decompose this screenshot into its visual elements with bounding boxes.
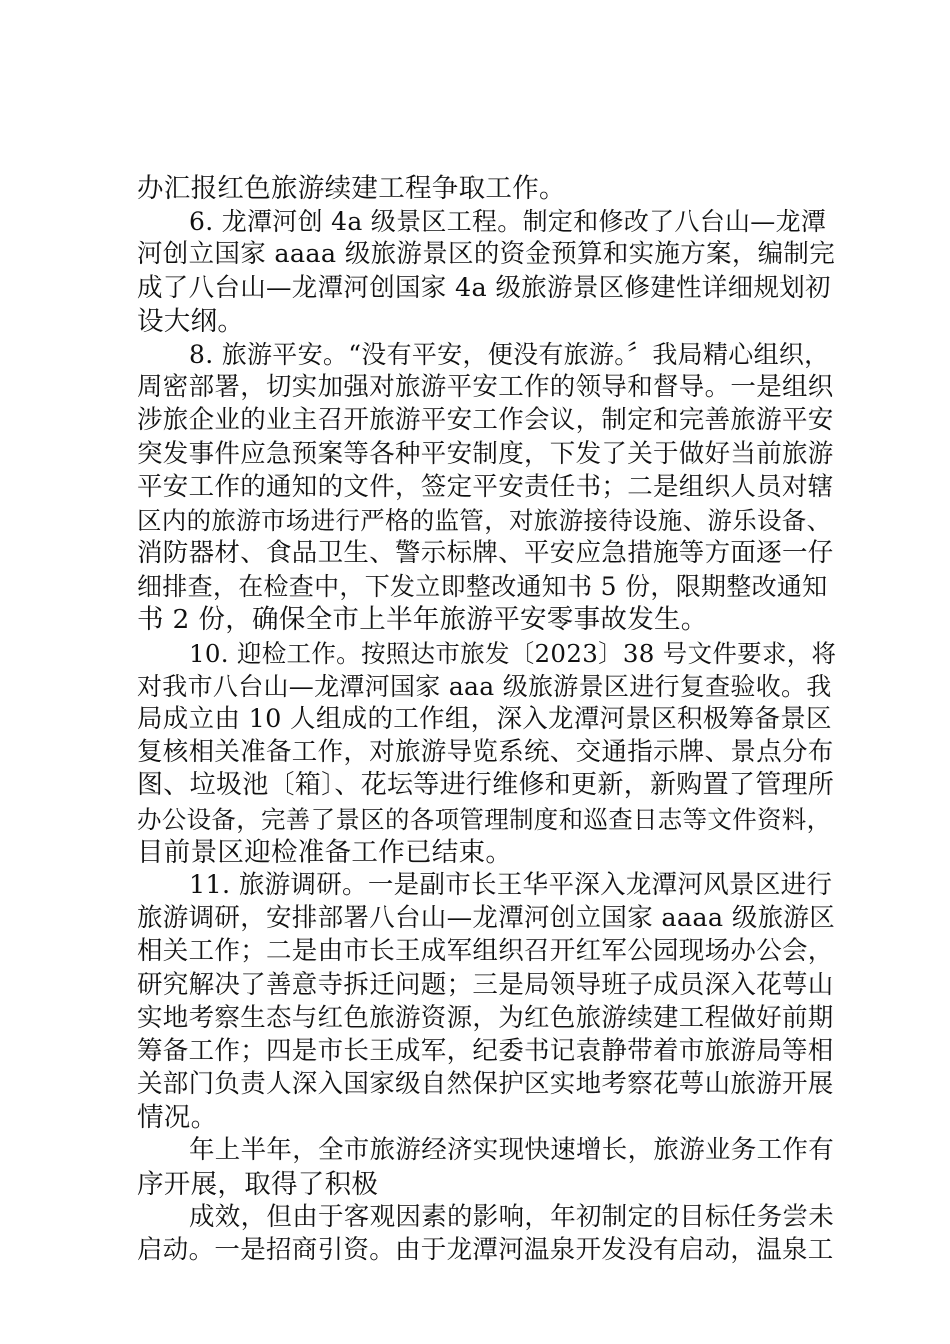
text-line: 涉旅企业的业主召开旅游平安工作会议，制定和完善旅游平安 — [137, 405, 834, 436]
text-line: 年上半年，全市旅游经济实现快速增长，旅游业务工作有 — [189, 1135, 835, 1166]
text-line: 细排查，在检查中，下发立即整改通知书 5 份，限期整改通知 — [137, 572, 828, 602]
text-line: 复核相关准备工作，对旅游导览系统、交通指示牌、景点分布 — [137, 737, 834, 768]
text-line: 成效，但由于客观因素的影响，年初制定的目标任务尝未 — [189, 1201, 835, 1232]
text-line: 局成立由 10 人组成的工作组，深入龙潭河景区积极筹备景区 — [137, 704, 832, 734]
text-line: 相关工作；二是由市长王成军组织召开红军公园现场办公会， — [137, 936, 834, 967]
text-line: 旅游调研，安排部署八台山—龙潭河创立国家 aaaa 级旅游区 — [137, 903, 836, 934]
text-line: 情况。 — [137, 1102, 218, 1134]
text-line: 筹备工作；四是市长王成军，纪委书记袁静带着市旅游局等相 — [137, 1035, 834, 1066]
text-line: 周密部署，切实加强对旅游平安工作的领导和督导。一是组织 — [137, 372, 834, 403]
text-line: 对我市八台山—龙潭河国家 aaa 级旅游景区进行复查验收。我 — [137, 671, 832, 701]
text-line: 河创立国家 aaaa 级旅游景区的资金预算和实施方案，编制完 — [137, 239, 836, 270]
text-line: 办公设备，完善了景区的各项管理制度和巡查日志等文件资料， — [137, 804, 832, 834]
text-line: 实地考察生态与红色旅游资源，为红色旅游续建工程做好前期 — [137, 1002, 834, 1033]
text-line: 研究解决了善意寺拆迁问题；三是局领导班子成员深入花萼山 — [137, 969, 834, 1000]
text-line: 书 2 份，确保全市上半年旅游平安零事故发生。 — [137, 604, 708, 636]
text-line: 8. 旅游平安。“没有平安，便没有旅游。〞我局精心组织， — [189, 339, 830, 369]
text-line: 序开展，取得了积极 — [137, 1168, 379, 1200]
text-line: 设大纲。 — [137, 305, 245, 337]
text-line: 目前景区迎检准备工作已结束。 — [137, 836, 513, 868]
text-line: 平安工作的通知的文件，签定平安责任书；二是组织人员对辖 — [137, 471, 834, 502]
text-line: 成了八台山—龙潭河创国家 4a 级旅游景区修建性详细规划初 — [137, 272, 831, 303]
text-line: 区内的旅游市场进行严格的监管，对旅游接待设施、游乐设备、 — [137, 505, 832, 535]
document-body — [137, 172, 837, 1267]
text-line: 11. 旅游调研。一是副市长王华平深入龙潭河风景区进行 — [189, 869, 833, 900]
text-line: 关部门负责人深入国家级自然保护区实地考察花萼山旅游开展 — [137, 1069, 834, 1100]
text-line: 6. 龙潭河创 4a 级景区工程。制定和修改了八台山—龙潭 — [189, 207, 827, 237]
text-line: 启动。一是招商引资。由于龙潭河温泉开发没有启动，温泉工 — [137, 1235, 834, 1265]
text-line: 办汇报红色旅游续建工程争取工作。 — [137, 173, 566, 204]
text-line: 10. 迎检工作。按照达市旅发〔2023〕38 号文件要求，将 — [189, 638, 837, 668]
text-line: 突发事件应急预案等各种平安制度，下发了关于做好当前旅游 — [137, 438, 834, 469]
text-line: 消防器材、食品卫生、警示标牌、平安应急措施等方面逐一仔 — [137, 538, 834, 569]
text-line: 图、垃圾池〔箱〕、花坛等进行维修和更新，新购置了管理所 — [137, 770, 835, 801]
